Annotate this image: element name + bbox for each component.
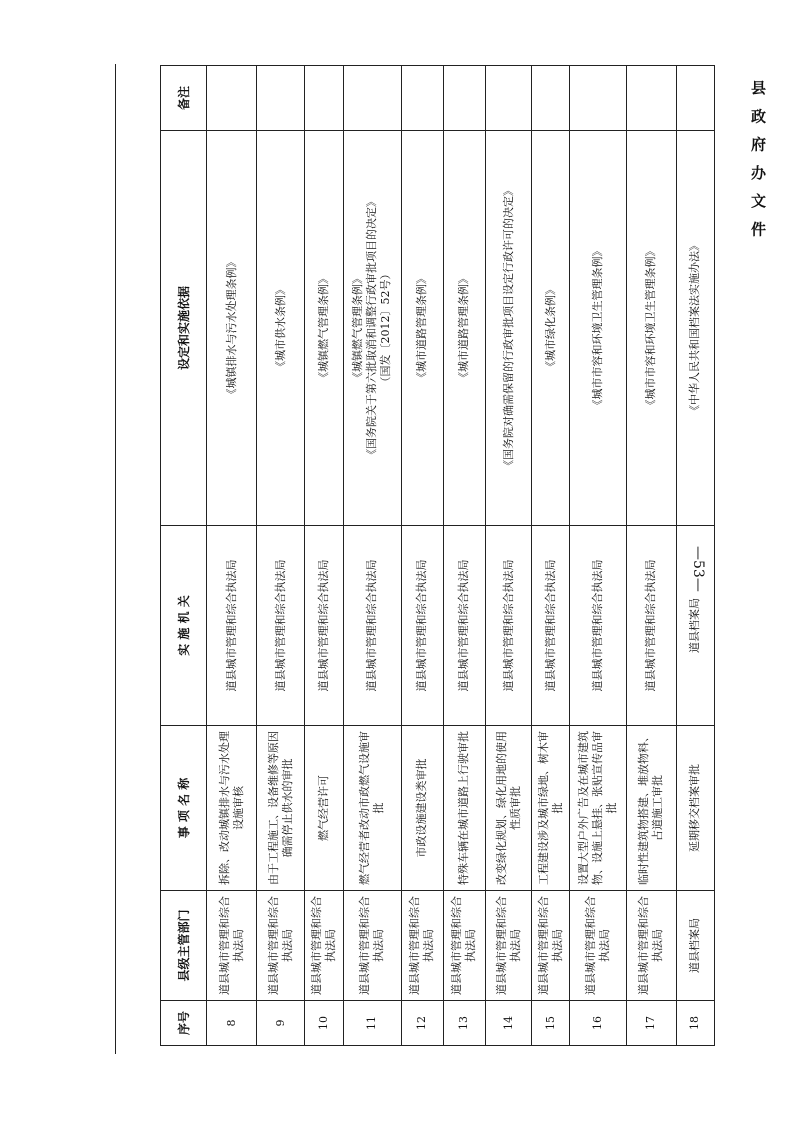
table-row (532, 66, 570, 1046)
cell-basis (532, 131, 570, 526)
cell-note (401, 66, 443, 131)
cell-no: 10 (305, 1001, 343, 1046)
basis-line: 《城市道路管理条例》 (415, 273, 429, 383)
cell-note (207, 66, 257, 131)
cell-agency: 道县城市管理和综合执法局 (257, 526, 305, 726)
basis-line: 《中华人民共和国档案法实施办法》 (688, 240, 702, 416)
cell-agency: 道县档案局 (676, 526, 714, 726)
cell-item: 工程建设涉及城市绿地、树木审批 (532, 726, 570, 891)
cell-item: 市政设施建设类审批 (401, 726, 443, 891)
table-row (443, 66, 485, 1046)
cell-agency: 道县城市管理和综合执法局 (207, 526, 257, 726)
cell-item: 燃气经营许可 (305, 726, 343, 891)
cell-basis (626, 131, 676, 526)
cell-note (257, 66, 305, 131)
table-row (570, 66, 626, 1046)
cell-no: 8 (207, 1001, 257, 1046)
cell-item: 改变绿化规划、绿化用地的使用性质审批 (486, 726, 532, 891)
col-header-basis: 设定和实施依据 (161, 131, 207, 526)
cell-dept: 道县城市管理和综合执法局 (401, 891, 443, 1001)
cell-no: 12 (401, 1001, 443, 1046)
header-rule (115, 64, 116, 1054)
cell-basis (343, 131, 401, 526)
cell-agency: 道县城市管理和综合执法局 (532, 526, 570, 726)
cell-no: 13 (443, 1001, 485, 1046)
table-row (207, 66, 257, 1046)
cell-no: 15 (532, 1001, 570, 1046)
cell-note (443, 66, 485, 131)
cell-dept: 道县档案局 (676, 891, 714, 1001)
col-header-item: 事 项 名 称 (161, 726, 207, 891)
col-header-dept: 县级主管部门 (161, 891, 207, 1001)
cell-dept: 道县城市管理和综合执法局 (486, 891, 532, 1001)
cell-dept: 道县城市管理和综合执法局 (207, 891, 257, 1001)
cell-note (343, 66, 401, 131)
cell-basis (486, 131, 532, 526)
table-body (207, 66, 715, 1046)
table-row (343, 66, 401, 1046)
basis-line: 《国务院关于第六批取消和调整行政审批项目的决定》 (365, 196, 379, 460)
basis-line: 《国务院对确需保留的行政审批项目设定行政许可的决定》 (501, 185, 515, 471)
table-row (401, 66, 443, 1046)
cell-note (676, 66, 714, 131)
cell-note (486, 66, 532, 131)
cell-basis (257, 131, 305, 526)
cell-item: 燃气经营者改动市政燃气设施审批 (343, 726, 401, 891)
page-number: —53— (690, 546, 706, 592)
cell-agency: 道县城市管理和综合执法局 (401, 526, 443, 726)
cell-item: 特殊车辆在城市道路上行驶审批 (443, 726, 485, 891)
cell-basis (676, 131, 714, 526)
cell-item: 由于工程施工、设备维修等原因确需停止供水的审批 (257, 726, 305, 891)
cell-no: 11 (343, 1001, 401, 1046)
cell-item: 临时性建筑物搭建、堆放物料、占道施工审批 (626, 726, 676, 891)
cell-basis (401, 131, 443, 526)
cell-item: 延期移交档案审批 (676, 726, 714, 891)
cell-agency: 道县城市管理和综合执法局 (626, 526, 676, 726)
cell-basis (570, 131, 626, 526)
cell-dept: 道县城市管理和综合执法局 (443, 891, 485, 1001)
basis-line: 《城镇燃气管理条例》 (351, 273, 365, 383)
basis-line: 《城市市容和环境卫生管理条例》 (590, 245, 604, 411)
cell-note (305, 66, 343, 131)
table-row (305, 66, 343, 1046)
rotated-table-wrapper (160, 66, 715, 1046)
cell-no: 9 (257, 1001, 305, 1046)
col-header-no: 序号 (161, 1001, 207, 1046)
cell-item: 设置大型户外广告及在城市建筑物、设施上悬挂、张贴宣传品审批 (570, 726, 626, 891)
cell-agency: 道县城市管理和综合执法局 (443, 526, 485, 726)
cell-note (570, 66, 626, 131)
cell-agency: 道县城市管理和综合执法局 (486, 526, 532, 726)
cell-agency: 道县城市管理和综合执法局 (305, 526, 343, 726)
table-row (676, 66, 714, 1046)
cell-dept: 道县城市管理和综合执法局 (626, 891, 676, 1001)
table-header-row (161, 66, 207, 1046)
basis-line: 《城镇排水与污水处理条例》 (224, 256, 238, 400)
cell-dept: 道县城市管理和综合执法局 (305, 891, 343, 1001)
cell-dept: 道县城市管理和综合执法局 (257, 891, 305, 1001)
table-row (626, 66, 676, 1046)
cell-dept: 道县城市管理和综合执法局 (532, 891, 570, 1001)
cell-no: 17 (626, 1001, 676, 1046)
col-header-agency: 实 施 机 关 (161, 526, 207, 726)
basis-line: 《城市供水条例》 (273, 284, 287, 372)
cell-dept: 道县城市管理和综合执法局 (343, 891, 401, 1001)
table-row (257, 66, 305, 1046)
basis-line: 《城市市容和环境卫生管理条例》 (644, 245, 658, 411)
basis-line: 《城镇燃气管理条例》 (316, 273, 330, 383)
cell-no: 16 (570, 1001, 626, 1046)
cell-basis (207, 131, 257, 526)
table-row (486, 66, 532, 1046)
basis-line: 《城市道路管理条例》 (457, 273, 471, 383)
cell-no: 14 (486, 1001, 532, 1046)
basis-line: （国发〔2012〕52号） (379, 268, 393, 388)
cell-note (626, 66, 676, 131)
cell-basis (305, 131, 343, 526)
basis-line: 《城市绿化条例》 (543, 284, 557, 372)
cell-note (532, 66, 570, 131)
cell-dept: 道县城市管理和综合执法局 (570, 891, 626, 1001)
cell-agency: 道县城市管理和综合执法局 (570, 526, 626, 726)
cell-agency: 道县城市管理和综合执法局 (343, 526, 401, 726)
header-title: 县 政 府 办 文 件 (749, 80, 767, 241)
cell-item: 拆除、改动城镇排水与污水处理设施审核 (207, 726, 257, 891)
col-header-note: 备注 (161, 66, 207, 131)
approval-items-table (160, 65, 715, 1046)
cell-basis (443, 131, 485, 526)
cell-no: 18 (676, 1001, 714, 1046)
